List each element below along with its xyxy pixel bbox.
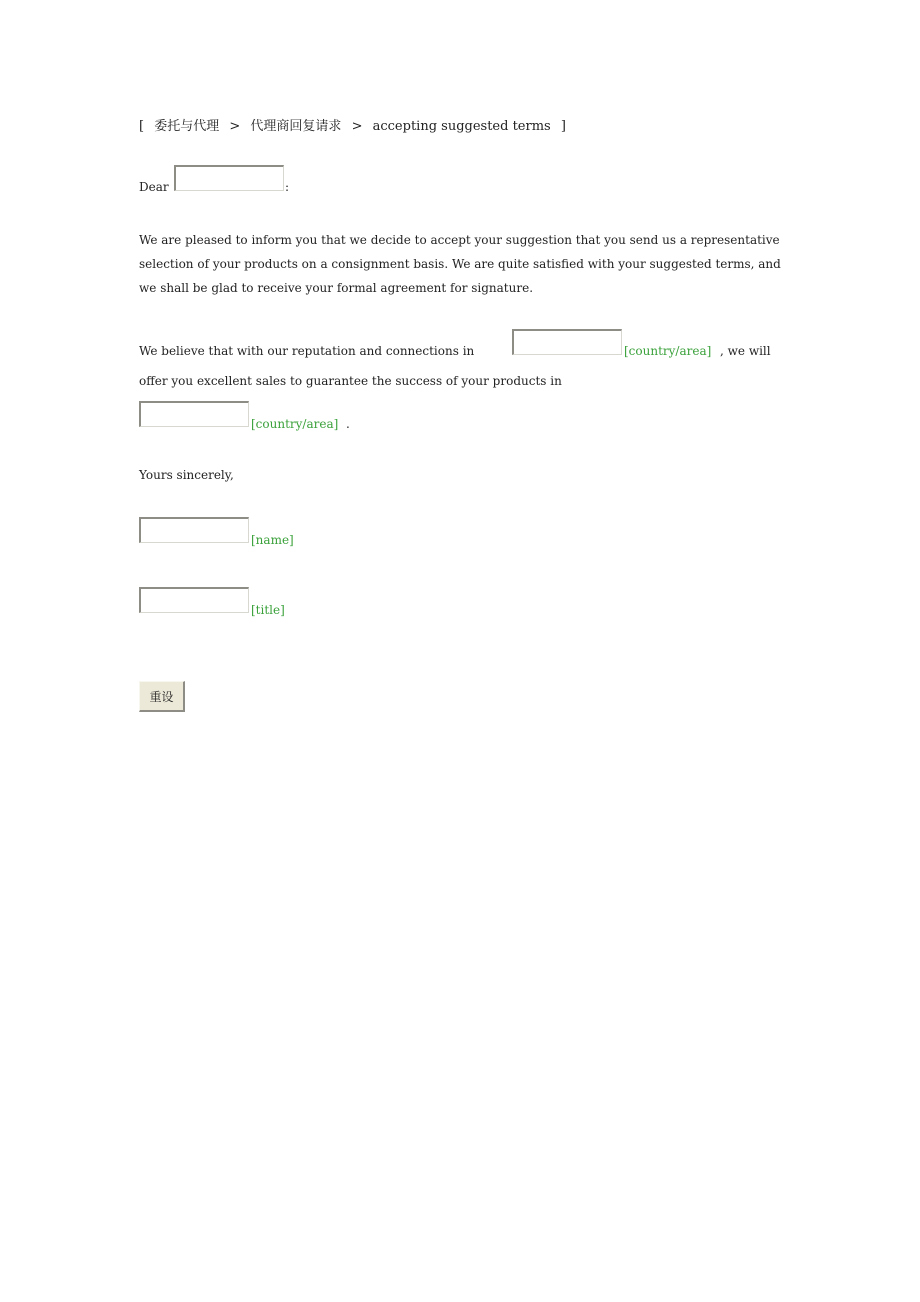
country-input-2[interactable] xyxy=(139,401,249,427)
breadcrumb-separator-icon: > xyxy=(229,119,241,134)
recipient-input[interactable] xyxy=(174,165,284,191)
breadcrumb-separator-icon: > xyxy=(351,119,363,134)
title-hint: [title] xyxy=(251,603,285,617)
name-input[interactable] xyxy=(139,517,249,543)
country-input-1[interactable] xyxy=(512,329,622,355)
paragraph-reputation-line2: offer you excellent sales to guarantee the success of your products in xyxy=(139,374,562,388)
breadcrumb-item-category[interactable]: 委托与代理 xyxy=(154,119,220,134)
salutation-label: Dear xyxy=(139,180,169,194)
paragraph-end-period: . xyxy=(346,417,350,431)
breadcrumb-item-current: accepting suggested terms xyxy=(372,119,551,134)
reset-button[interactable]: 重设 xyxy=(139,681,185,712)
breadcrumb-close-bracket: ] xyxy=(560,119,566,134)
name-hint: [name] xyxy=(251,533,294,547)
breadcrumb-open-bracket: [ xyxy=(139,119,145,134)
breadcrumb-item-subcategory[interactable]: 代理商回复请求 xyxy=(250,119,342,134)
breadcrumb xyxy=(139,115,566,134)
country-hint-2: [country/area] xyxy=(251,417,339,431)
paragraph-reputation-text: We believe that with our reputation and connections in xyxy=(139,344,475,358)
paragraph-reputation-text-cont: , we will xyxy=(720,344,771,358)
paragraph-acceptance: We are pleased to inform you that we decide to accept your suggestion that you send us a representative selection of your products on a consignment basis. We are quite satisfied with your suggested terms, and we shall be glad to receive your formal agreement for signature. xyxy=(139,233,781,295)
closing-text: Yours sincerely, xyxy=(139,468,234,482)
salutation-colon: : xyxy=(285,180,290,194)
title-input[interactable] xyxy=(139,587,249,613)
country-hint-1: [country/area] xyxy=(624,344,712,358)
